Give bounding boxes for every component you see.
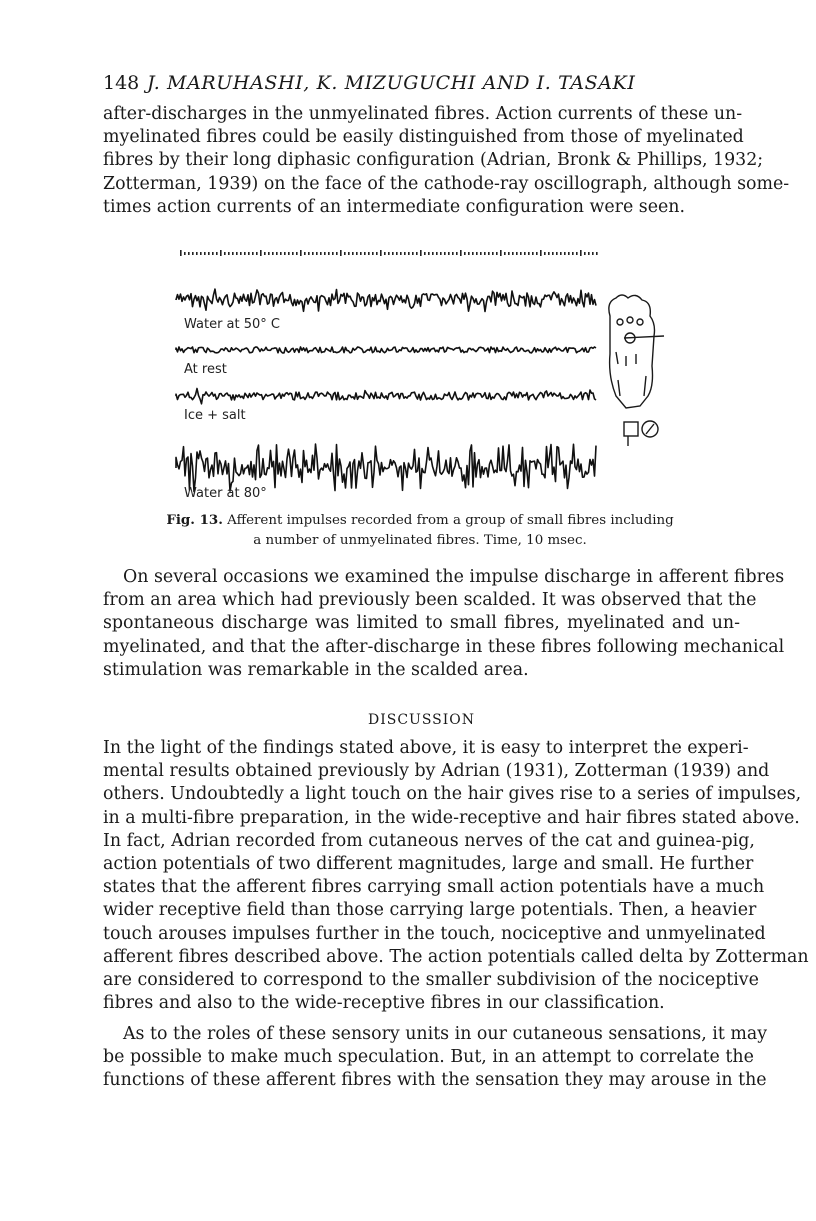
time-mark	[432, 252, 434, 255]
time-mark	[272, 252, 274, 255]
time-mark	[276, 252, 278, 255]
text-line: fibres and also to the wide-receptive fibres in our classification.	[103, 993, 665, 1014]
time-mark	[192, 252, 194, 255]
text-line: fibres by their long diphasic configuration (Adrian, Bronk & Phillips, 1932;	[103, 150, 764, 171]
time-mark	[268, 252, 270, 255]
time-mark	[532, 252, 534, 255]
time-mark	[484, 252, 486, 255]
time-mark	[180, 250, 182, 256]
page-number: 148	[103, 72, 140, 94]
time-mark	[316, 252, 318, 255]
text-line: wider receptive field than those carrying large potentials. Then, a heavier	[103, 900, 757, 921]
time-mark	[392, 252, 394, 255]
time-mark	[412, 252, 414, 255]
text-line: after-discharges in the unmyelinated fibres. Action currents of these un-	[103, 104, 743, 124]
trace-label-water-80: Water at 80°	[184, 486, 267, 501]
text-line: mental results obtained previously by Adrian (1931), Zotterman (1939) and	[103, 761, 770, 782]
time-mark	[308, 252, 310, 255]
time-mark	[300, 250, 302, 256]
time-mark	[444, 252, 446, 255]
time-mark	[228, 252, 230, 255]
time-mark	[292, 252, 294, 255]
time-mark	[216, 252, 218, 255]
text-line: In fact, Adrian recorded from cutaneous nerves of the cat and guinea-pig,	[103, 830, 755, 851]
oscillograph-traces	[170, 246, 680, 516]
caption-text-line2: a number of unmyelinated fibres. Time, 10 msec.	[253, 533, 587, 548]
time-mark	[340, 250, 342, 256]
oscillograph-trace	[176, 347, 596, 353]
section-heading-discussion: DISCUSSION	[367, 712, 476, 728]
time-mark	[584, 252, 586, 255]
time-mark	[440, 252, 442, 255]
time-mark	[256, 252, 258, 255]
time-mark	[436, 252, 438, 255]
time-mark	[476, 252, 478, 255]
text-line: afferent fibres described above. The action potentials called delta by Zotterman	[103, 946, 809, 967]
figure-13-oscillograph	[170, 246, 680, 516]
time-mark	[420, 250, 422, 256]
time-mark	[212, 252, 214, 255]
caption-text-line1: Afferent impulses recorded from a group of small fibres including	[227, 513, 674, 528]
text-line: stimulation was remarkable in the scalded area.	[103, 659, 529, 680]
time-mark	[596, 252, 598, 255]
time-mark	[400, 252, 402, 255]
author-names: J. MARUHASHI, K. MIZUGUCHI AND I. TASAKI	[147, 72, 636, 94]
hand-icon	[609, 295, 664, 408]
time-mark	[248, 252, 250, 255]
time-mark	[496, 252, 498, 255]
paragraph-discussion-1	[103, 737, 809, 1015]
time-mark	[196, 252, 198, 255]
time-mark	[560, 252, 562, 255]
time-mark	[396, 252, 398, 255]
time-mark	[328, 252, 330, 255]
time-mark	[296, 252, 298, 255]
text-line: action potentials of two different magnitudes, large and small. He further	[103, 854, 754, 875]
paragraph-discussion-2	[103, 1023, 768, 1093]
time-mark	[320, 252, 322, 255]
time-mark	[576, 252, 578, 255]
time-mark	[188, 252, 190, 255]
time-mark	[220, 250, 222, 256]
time-mark	[492, 252, 494, 255]
time-mark	[260, 250, 262, 256]
time-mark	[504, 252, 506, 255]
time-mark	[528, 252, 530, 255]
text-line: In the light of the findings stated above, it is easy to interpret the experi-	[103, 738, 749, 758]
time-mark	[288, 252, 290, 255]
text-line: myelinated, and that the after-discharge in these fibres following mechanical	[103, 636, 785, 657]
time-mark	[232, 252, 234, 255]
time-mark	[556, 252, 558, 255]
trace-label-water-50: Water at 50° C	[184, 317, 281, 332]
time-mark	[324, 252, 326, 255]
text-line: times action currents of an intermediate configuration were seen.	[103, 196, 686, 217]
time-mark	[568, 252, 570, 255]
time-mark	[284, 252, 286, 255]
time-mark	[564, 252, 566, 255]
time-mark	[388, 252, 390, 255]
time-mark	[244, 252, 246, 255]
text-line: On several occasions we examined the impulse discharge in afferent fibres	[123, 567, 785, 587]
time-mark	[472, 252, 474, 255]
time-mark	[356, 252, 358, 255]
text-line: myelinated fibres could be easily distinguished from those of myelinated	[103, 127, 744, 148]
time-mark	[372, 252, 374, 255]
time-mark	[580, 250, 582, 256]
time-mark	[384, 252, 386, 255]
time-mark	[572, 252, 574, 255]
text-line: Zotterman, 1939) on the face of the cathode-ray oscillograph, although some-	[103, 173, 790, 194]
time-mark	[240, 252, 242, 255]
text-line: from an area which had previously been scalded. It was observed that the	[103, 590, 757, 611]
electrode-clip-icon	[624, 421, 658, 446]
time-mark	[264, 252, 266, 255]
time-mark	[224, 252, 226, 255]
time-mark	[488, 252, 490, 255]
time-mark	[552, 252, 554, 255]
time-marker-row	[180, 250, 598, 256]
running-head	[103, 72, 743, 102]
time-mark	[424, 252, 426, 255]
time-mark	[500, 250, 502, 256]
caption-label: Fig. 13.	[166, 512, 223, 528]
oscillograph-trace	[176, 389, 596, 404]
time-mark	[524, 252, 526, 255]
time-mark	[332, 252, 334, 255]
time-mark	[588, 252, 590, 255]
time-mark	[452, 252, 454, 255]
paragraph-unmyelinated-currents	[103, 103, 790, 219]
text-line: in a multi-fibre preparation, in the wide-receptive and hair fibres stated above.	[103, 807, 800, 828]
figure-caption	[160, 510, 680, 551]
time-mark	[352, 252, 354, 255]
time-mark	[464, 252, 466, 255]
time-mark	[456, 252, 458, 255]
time-mark	[508, 252, 510, 255]
time-mark	[592, 252, 594, 255]
text-line: As to the roles of these sensory units in our cutaneous sensations, it may	[123, 1024, 768, 1044]
time-mark	[336, 252, 338, 255]
time-mark	[252, 252, 254, 255]
time-mark	[468, 252, 470, 255]
time-mark	[368, 252, 370, 255]
time-mark	[512, 252, 514, 255]
time-mark	[516, 252, 518, 255]
time-mark	[380, 250, 382, 256]
paragraph-scalded-area	[103, 566, 785, 682]
time-mark	[544, 252, 546, 255]
time-mark	[204, 252, 206, 255]
time-mark	[408, 252, 410, 255]
text-line: functions of these afferent fibres with the sensation they may arouse in the	[103, 1070, 767, 1091]
time-mark	[416, 252, 418, 255]
text-line: states that the afferent fibres carrying small action potentials have a much	[103, 877, 765, 898]
time-mark	[460, 250, 462, 256]
time-mark	[540, 250, 542, 256]
time-mark	[520, 252, 522, 255]
time-mark	[480, 252, 482, 255]
oscillograph-trace	[176, 289, 596, 311]
time-mark	[360, 252, 362, 255]
time-mark	[364, 252, 366, 255]
time-mark	[548, 252, 550, 255]
time-mark	[428, 252, 430, 255]
time-mark	[312, 252, 314, 255]
text-line: be possible to make much speculation. But, in an attempt to correlate the	[103, 1047, 754, 1068]
time-mark	[184, 252, 186, 255]
time-mark	[344, 252, 346, 255]
time-mark	[376, 252, 378, 255]
text-line: spontaneous discharge was limited to small fibres, myelinated and un-	[103, 613, 740, 634]
time-mark	[348, 252, 350, 255]
text-line: others. Undoubtedly a light touch on the hair gives rise to a series of impulses,	[103, 784, 802, 805]
time-mark	[208, 252, 210, 255]
time-mark	[448, 252, 450, 255]
trace-label-ice-salt: Ice + salt	[184, 408, 246, 423]
text-line: are considered to correspond to the smaller subdivision of the nociceptive	[103, 970, 759, 991]
time-mark	[404, 252, 406, 255]
oscillograph-trace	[176, 444, 596, 491]
time-mark	[536, 252, 538, 255]
trace-label-at-rest: At rest	[184, 362, 227, 377]
time-mark	[236, 252, 238, 255]
time-mark	[280, 252, 282, 255]
time-mark	[200, 252, 202, 255]
text-line: touch arouses impulses further in the touch, nociceptive and unmyelinated	[103, 923, 766, 944]
time-mark	[304, 252, 306, 255]
